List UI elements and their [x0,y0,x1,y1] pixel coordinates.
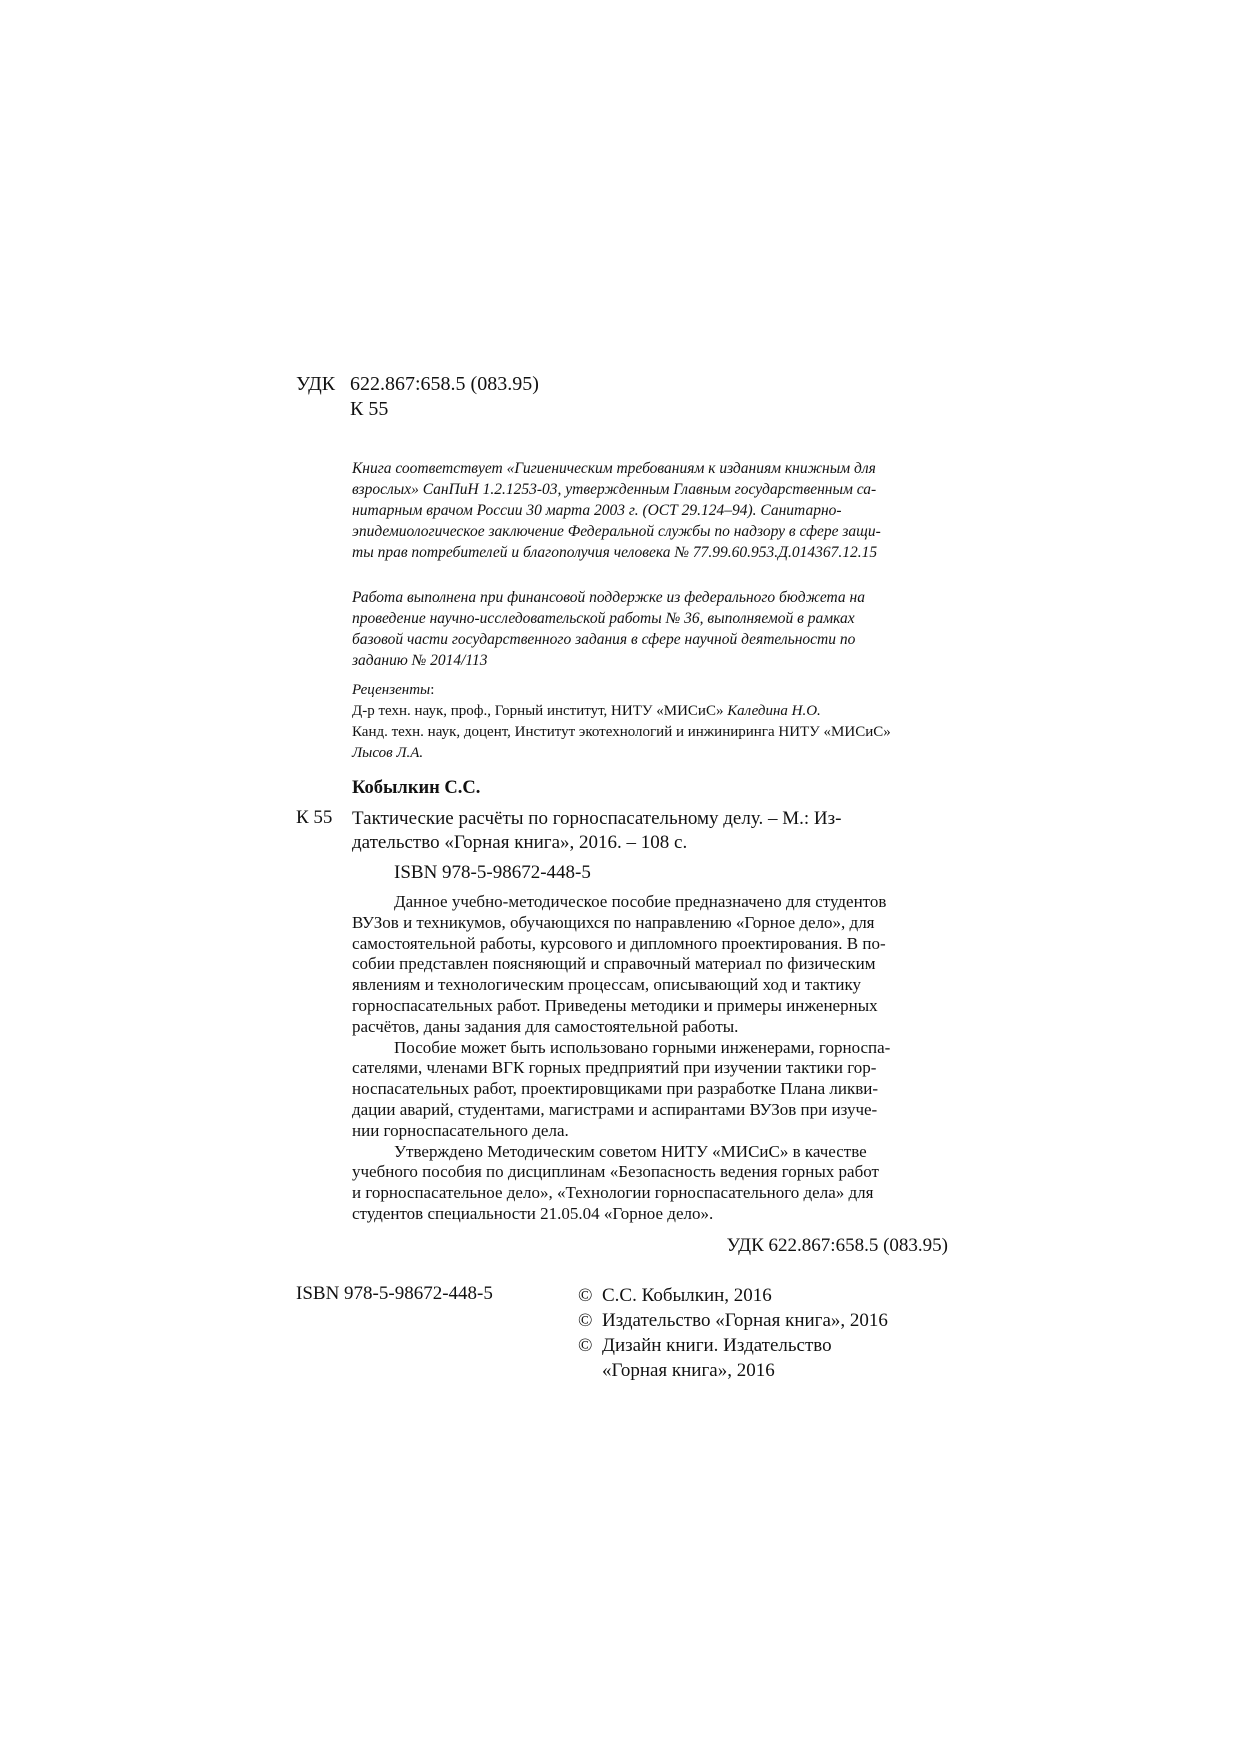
copyright-icon: © [578,1335,593,1356]
author-mark: К 55 [350,398,389,420]
funding-line: проведение научно-исследовательской работы № 36, выполняемой в рамках [352,610,855,627]
reviewers-heading: Рецензенты: [352,682,435,698]
funding-line: Работа выполнена при финансовой поддержке из федерального бюджета на [352,589,865,606]
reviewer-item: Д-р техн. наук, проф., Горный институт, НИТУ «МИСиС» Каледина Н.О. [352,703,821,719]
abstract-paragraph: Данное учебно-методическое пособие предназначено для студентов ВУЗов и техникумов, обучающихся по направлению «Горное дело», для самостоятельной работы, курсового и дипломного проектирования. В по- собии представлен поясняющий и справочный материал по физическим явлениям и технологическим процессам, описывающий ход и тактику горноспасательных работ. Приведены методики и примеры инженерных расчётов, даны задания для самостоятельной работы. [352,892,887,1036]
funding-line: базовой части государственного задания в сфере научной деятельности по [352,631,856,648]
sanpin-line: Книга соответствует «Гигиеническим требованиям к изданиям книжным для [352,460,876,477]
book-author: Кобылкин С.С. [352,778,481,798]
udk-label: УДК [296,373,336,395]
udk-right: УДК 622.867:658.5 (083.95) [726,1235,948,1256]
book-title [352,807,948,855]
copyright-continuation: «Горная книга», 2016 [602,1360,775,1381]
funding-note [352,587,948,671]
abstract-paragraph: Утверждено Методическим советом НИТУ «МИСиС» в качестве учебного пособия по дисциплинам «Безопасность ведения горных работ и горноспасательное дело», «Технологии горноспасательного дела» для студентов специальности 21.05.04 «Горное дело». [352,1141,879,1223]
sanpin-line: эпидемиологическое заключение Федеральной службы по надзору в сфере защи- [352,523,881,540]
copyright-item: © Издательство «Горная книга», 2016 [578,1310,888,1331]
udk-header [296,372,539,422]
reviewers [352,680,952,764]
copyright-icon: © [578,1310,593,1331]
reviewer-item: Канд. техн. наук, доцент, Институт экотехнологий и инжиниринга НИТУ «МИСиС» [352,724,891,740]
reviewer-item: Лысов Л.А. [352,745,424,761]
copyright-item: © С.С. Кобылкин, 2016 [578,1285,772,1306]
copyright-icon: © [578,1285,593,1306]
abstract-paragraph: Пособие может быть использовано горными инженерами, горноспа- сателями, членами ВГК горных предприятий при изучении тактики гор- носпасательных работ, проектировщиками при разработке Плана ликви- дации аварий, студентами, магистрами и аспирантами ВУЗов при изуче- нии горноспасательного дела. [352,1037,891,1140]
copyright-item: © Дизайн книги. Издательство [578,1335,832,1356]
isbn-footer: ISBN 978-5-98672-448-5 [296,1283,493,1304]
copyright-list [578,1283,888,1383]
book-title-line: дательство «Горная книга», 2016. – 108 с. [352,832,688,853]
author-mark-biblio: К 55 [296,807,333,828]
sanpin-line: взрослых» СанПиН 1.2.1253-03, утвержденным Главным государственным са- [352,481,877,498]
funding-line: заданию № 2014/113 [352,652,488,669]
udk-line [296,372,539,397]
sanpin-line: нитарным врачом России 30 марта 2003 г. (ОСТ 29.124–94). Санитарно- [352,502,842,519]
isbn-record: ISBN 978-5-98672-448-5 [394,862,591,883]
abstract [352,892,948,1225]
book-title-line: Тактические расчёты по горноспасательному делу. – М.: Из- [352,808,842,829]
sanpin-line: ты прав потребителей и благополучия человека № 77.99.60.953.Д.014367.12.15 [352,544,878,561]
udk-code: 622.867:658.5 (083.95) [350,373,539,395]
sanpin-note [352,458,948,563]
